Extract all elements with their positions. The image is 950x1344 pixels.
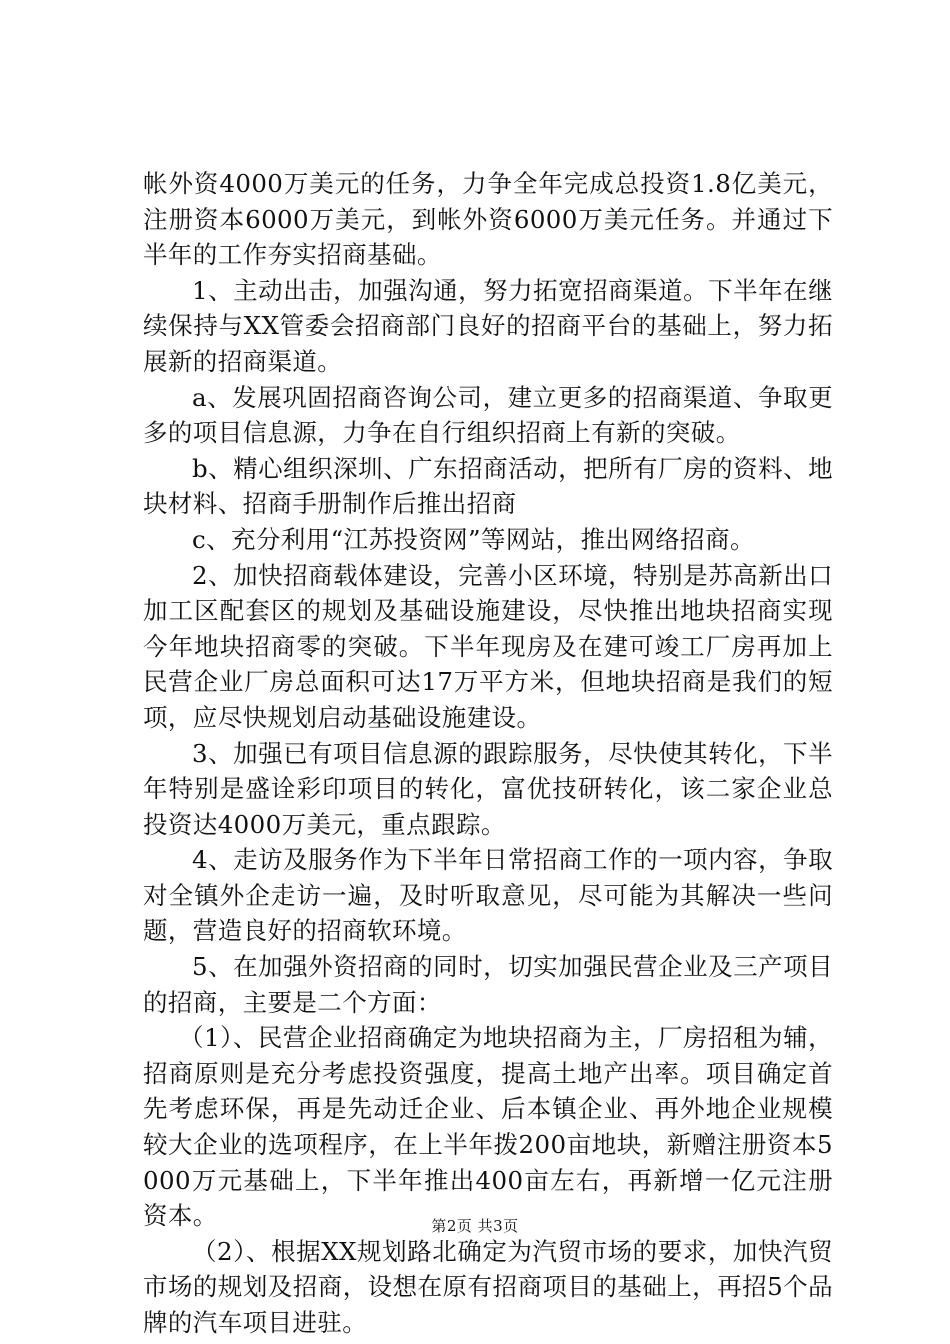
page-number-footer: 第2页 共3页 [431, 1217, 519, 1235]
paragraph-item-1: 1、主动出击，加强沟通，努力拓宽招商渠道。下半年在继续保持与XX管委会招商部门良好的招商平台的基础上，努力拓展新的招商渠道。 [143, 275, 833, 376]
paragraph-item-4: 4、走访及服务作为下半年日常招商工作的一项内容，争取对全镇外企走访一遍，及时听取意见，尽可能为其解决一些问题，营造良好的招商软环境。 [143, 845, 833, 946]
paragraph-item-a: a、发展巩固招商咨询公司，建立更多的招商渠道、争取更多的项目信息源，力争在自行组织招商上有新的突破。 [143, 382, 833, 448]
paragraph-continuation: 帐外资4000万美元的任务，力争全年完成总投资1.8亿美元，注册资本6000万美元，到帐外资6000万美元任务。并通过下半年的工作夯实招商基础。 [143, 169, 833, 270]
paragraph-item-3: 3、加强已有项目信息源的跟踪服务，尽快使其转化，下半年特别是盛诠彩印项目的转化，富优技研转化，该二家企业总投资达4000万美元，重点跟踪。 [143, 738, 833, 839]
document-body [143, 166, 833, 1341]
paragraph-item-c: c、充分利用“江苏投资网”等网站，推出网络招商。 [192, 524, 755, 554]
paragraph-item-2: 2、加快招商载体建设，完善小区环境，特别是苏高新出口加工区配套区的规划及基础设施建设，尽快推出地块招商实现今年地块招商零的突破。下半年现房及在建可竣工厂房再加上民营企业厂房总面积可达17万平方米，但地块招商是我们的短项，应尽快规划启动基础设施建设。 [143, 560, 833, 732]
paragraph-subitem-2: （2）、根据XX规划路北确定为汽贸市场的要求，加快汽贸市场的规划及招商，设想在原有招商项目的基础上，再招5个品牌的汽车项目进驻。 [143, 1236, 833, 1337]
paragraph-subitem-1: （1）、民营企业招商确定为地块招商为主，厂房招租为辅，招商原则是充分考虑投资强度，提高土地产出率。项目确定首先考虑环保，再是先动迁企业、后本镇企业、再外地企业规模较大企业的选项程序，在上半年拨200亩地块，新赠注册资本5000万元基础上，下半年推出400亩左右，再新增一亿元注册资本。 [143, 1023, 833, 1231]
paragraph-item-b: b、精心组织深圳、广东招商活动，把所有厂房的资料、地块材料、招商手册制作后推出招商 [143, 453, 833, 519]
paragraph-item-5: 5、在加强外资招商的同时，切实加强民营企业及三产项目的招商，主要是二个方面： [143, 952, 833, 1017]
